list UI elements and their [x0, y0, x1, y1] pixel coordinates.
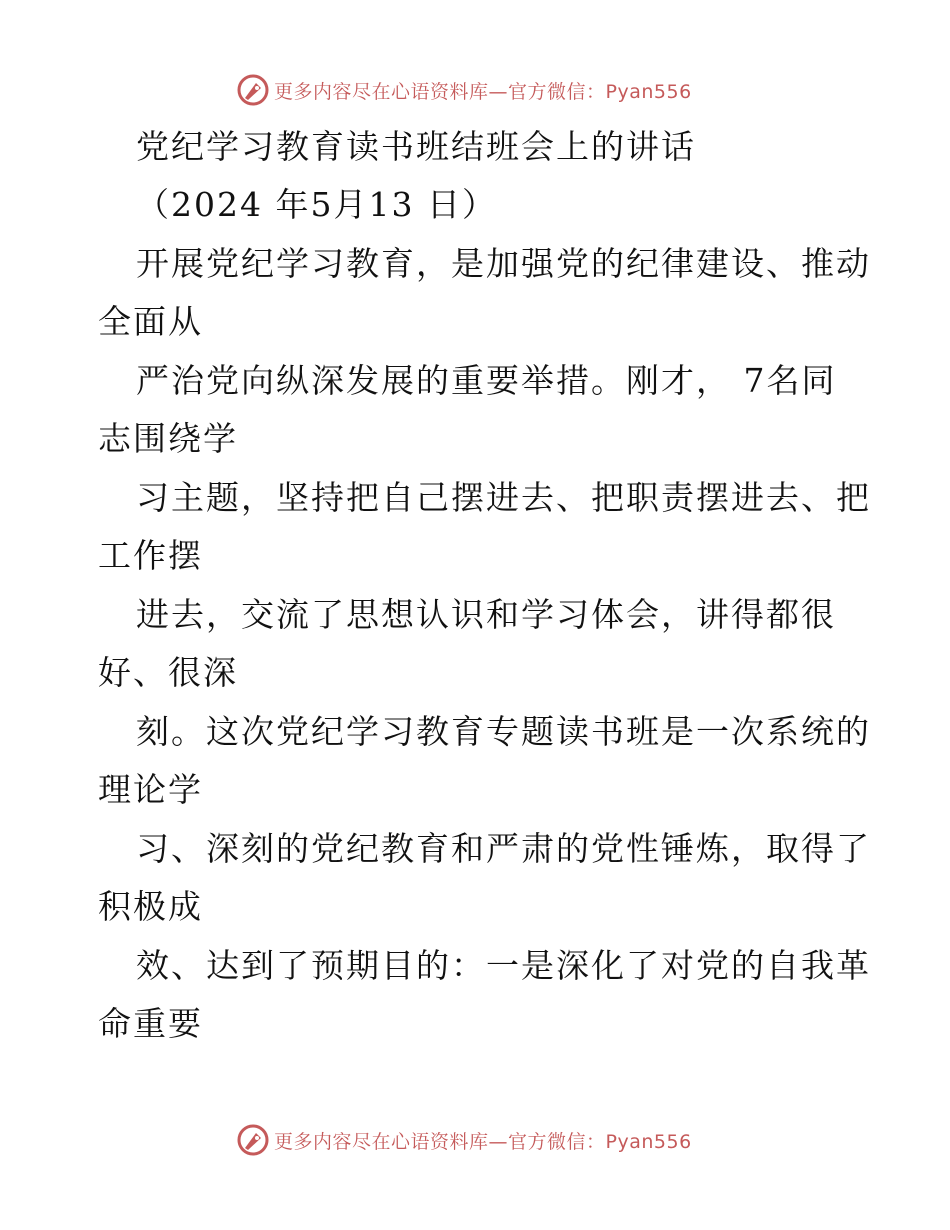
paragraph-line: 理论学 — [98, 770, 203, 809]
paragraph-line: 工作摆 — [98, 536, 203, 575]
document-title: 党纪学习教育读书班结班会上的讲话 — [136, 127, 696, 166]
paragraph-line: 刻。这次党纪学习教育专题读书班是一次系统的 — [136, 712, 871, 751]
watermark-text: 更多内容尽在心语资料库—官方微信：Pyan556 — [274, 1130, 692, 1153]
paragraph-line: 志围绕学 — [98, 419, 238, 458]
paragraph-line: 好、很深 — [98, 653, 238, 692]
paragraph-line: 命重要 — [98, 1004, 203, 1043]
watermark-text: 更多内容尽在心语资料库—官方微信：Pyan556 — [274, 80, 692, 103]
watermark-footer — [236, 1122, 692, 1158]
paragraph-line: 开展党纪学习教育，是加强党的纪律建设、推动 — [136, 244, 871, 283]
document-date: （2024 年5月13 日） — [136, 185, 497, 224]
paragraph-line: 效、达到了预期目的：一是深化了对党的自我革 — [136, 946, 871, 985]
pen-nib-logo-icon — [236, 1123, 270, 1157]
paragraph-line: 积极成 — [98, 887, 203, 926]
paragraph-line: 严治党向纵深发展的重要举措。刚才， 7名同 — [136, 361, 837, 400]
paragraph-line: 习、深刻的党纪教育和严肃的党性锤炼，取得了 — [136, 829, 871, 868]
paragraph-line: 进去，交流了思想认识和学习体会，讲得都很 — [136, 595, 836, 634]
paragraph-line: 全面从 — [98, 302, 203, 341]
paragraph-line: 习主题，坚持把自己摆进去、把职责摆进去、把 — [136, 478, 871, 517]
